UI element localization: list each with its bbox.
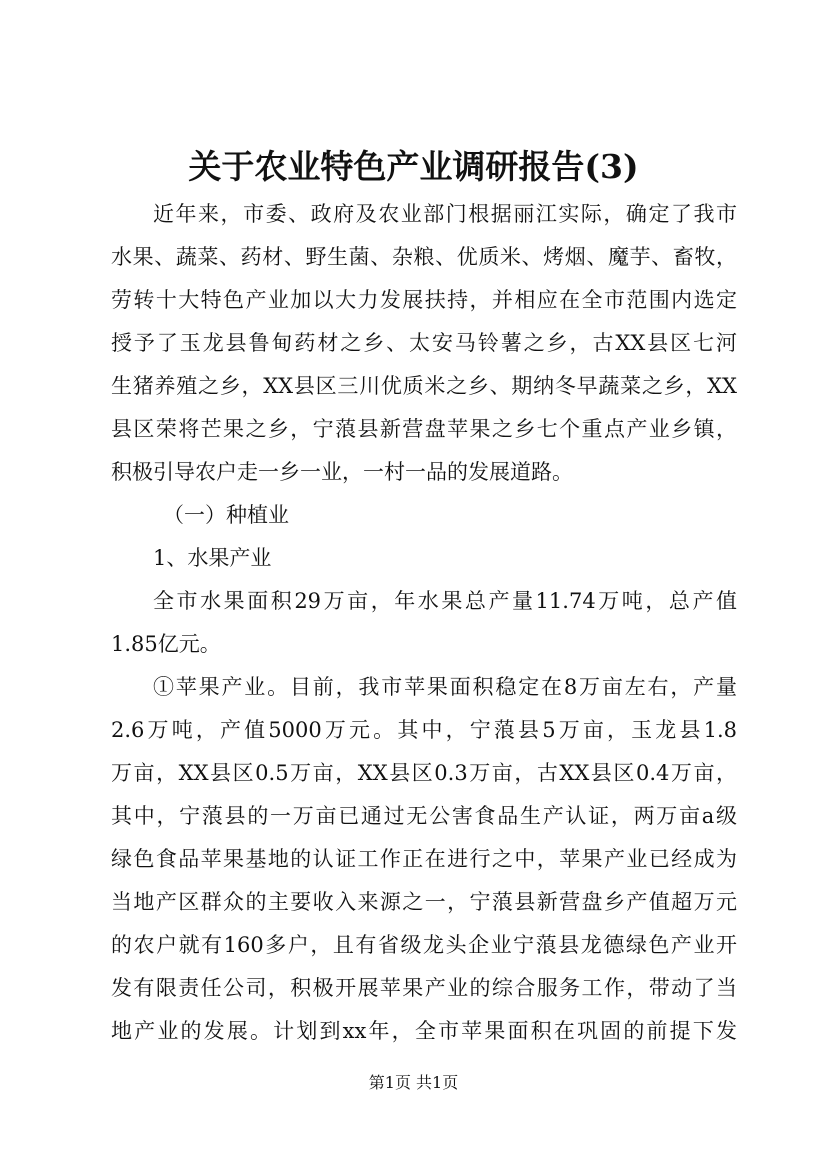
- page-footer: 第1页 共1页: [368, 1073, 459, 1092]
- paragraph-line: 生猪养殖之乡，XX县区三川优质米之乡、期纳冬早蔬菜之乡，XX: [111, 374, 737, 398]
- paragraph-line: 地产业的发展。计划到xx年，全市苹果面积在巩固的前提下发: [111, 1019, 737, 1043]
- paragraph-line: 绿色食品苹果基地的认证工作正在进行之中，苹果产业已经成为: [111, 847, 737, 871]
- document-body: [111, 193, 737, 1053]
- paragraph-line: ①苹果产业。目前，我市苹果面积稳定在8万亩左右，产量: [153, 675, 737, 699]
- paragraph-line: 水果、蔬菜、药材、野生菌、杂粮、优质米、烤烟、魔芋、畜牧，: [111, 245, 737, 269]
- paragraph-line: 近年来，市委、政府及农业部门根据丽江实际，确定了我市: [153, 202, 737, 226]
- paragraph-line: 其中，宁蒗县的一万亩已通过无公害食品生产认证，两万亩a级: [111, 804, 737, 828]
- paragraph-line: 发有限责任公司，积极开展苹果产业的综合服务工作，带动了当: [111, 976, 737, 1000]
- paragraph-line: 积极引导农户走一乡一业，一村一品的发展道路。: [111, 460, 573, 484]
- section-heading: （一）种植业: [163, 503, 289, 527]
- paragraph-line: 万亩，XX县区0.5万亩，XX县区0.3万亩，古XX县区0.4万亩，: [111, 761, 737, 785]
- paragraph-line: 劳转十大特色产业加以大力发展扶持，并相应在全市范围内选定: [111, 288, 737, 312]
- paragraph-line: 当地产区群众的主要收入来源之一，宁蒗县新营盘乡产值超万元: [111, 890, 737, 914]
- paragraph-line: 的农户就有160多户，且有省级龙头企业宁蒗县龙德绿色产业开: [111, 933, 737, 957]
- subsection-heading: 1、水果产业: [153, 546, 272, 570]
- paragraph-line: 县区荣将芒果之乡，宁蒗县新营盘苹果之乡七个重点产业乡镇，: [111, 417, 737, 441]
- paragraph-line: 授予了玉龙县鲁甸药材之乡、太安马铃薯之乡，古XX县区七河: [111, 331, 737, 355]
- paragraph-line: 全市水果面积29万亩，年水果总产量11.74万吨，总产值: [153, 589, 737, 613]
- document-title: 关于农业特色产业调研报告(3): [188, 147, 639, 186]
- paragraph-line: 2.6万吨，产值5000万元。其中，宁蒗县5万亩，玉龙县1.8: [111, 718, 737, 742]
- paragraph-line: 1.85亿元。: [111, 632, 221, 656]
